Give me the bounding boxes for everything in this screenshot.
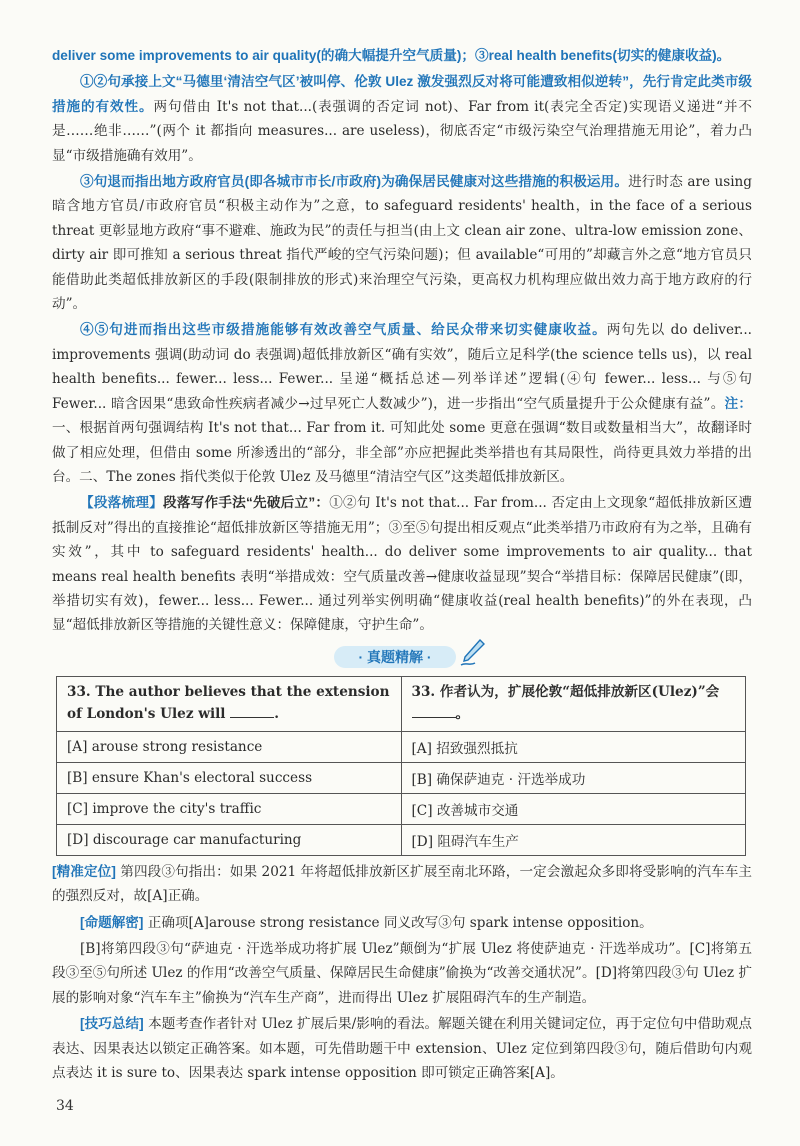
analysis-secret	[52, 911, 752, 935]
section-banner	[52, 644, 752, 670]
skill-text: 本题考查作者针对 Ulez 扩展后果/影响的看法。解题关键在利用关键词定位，再于定位句中借助观点表达、因果表达以锁定正确答案。如本题，可先借助题干中 extension、Ulez 定位到第四段③句，随后借助句内观点表达 it is sure to、因果表达 spark intense opposition 即可锁定正确答案[A]。	[52, 1016, 752, 1081]
para-2-body: 两句借由 It's not that...(表强调的否定词 not)、Far from it(表完全否定)实现语义递进“并不是……绝非……”(两个 it 都指向 measures... are useless)，彻底否定“市级污染空气治理措施无用论”，着力凸显“市级措施确有效用”。	[52, 98, 753, 164]
option-cn: [B] 确保萨迪克 · 汗选举成功	[401, 762, 746, 793]
option-en: [A] arouse strong resistance	[57, 731, 402, 762]
question-stem-en	[57, 676, 402, 731]
question-stem-cn	[401, 676, 746, 731]
stem-en-end: .	[274, 705, 279, 722]
secret-text: 正确项[A]arouse strong resistance 同义改写③句 spark intense opposition。	[143, 914, 653, 931]
para-1-line: deliver some improvements to air quality(的确大幅提升空气质量)；③real health benefits(切实的健康收益)。	[52, 48, 731, 63]
pen-icon	[458, 638, 486, 668]
wrong-options-text: [B]将第四段③句“萨迪克 · 汗选举成功将扩展 Ulez”颠倒为“扩展 Ulez 将使萨迪克 · 汗选举成功”。[C]将第五段③至⑤句所述 Ulez 的作用“改善空气质量、保障居民生命健康”偷换为“改善交通状况”。[D]将第四段③句 Ulez 扩展的影响对象“汽车车主”偷换为“汽车生产商”，进而得出 Ulez 扩展阻碍汽车的生产制造。	[52, 940, 752, 1006]
analysis-wrong-options	[52, 937, 752, 1010]
analysis-skill	[52, 1012, 752, 1085]
option-row	[57, 824, 746, 855]
option-cn: [D] 阻碍汽车生产	[401, 824, 746, 855]
para-3	[52, 170, 752, 316]
answer-blank	[230, 705, 274, 718]
stem-en-text: 33. The author believes that the extension of London's Ulez will	[67, 683, 390, 722]
locate-text: 第四段③句指出：如果 2021 年将超低排放新区扩展至南北环路，一定会激起众多即将受影响的汽车车主的强烈反对，故[A]正确。	[52, 863, 752, 905]
stem-cn-end: 。	[455, 705, 470, 722]
stem-cn-text: 33. 作者认为，扩展伦敦“超低排放新区(Ulez)”会	[411, 683, 720, 700]
para-5-body: ①②句 It's not that... Far from... 否定由上文现象“超低排放新区遭抵制反对”得出的直接推论“超低排放新区等措施无用”；③至⑤句提出相反观点“此类举措乃市政府有为之举，且确有实效”，其中 to safeguard residents' health... do deliver some improvements to air quality... that means real health benefits 表明“举措成效：空气质量改善→健康收益显现”契合“举措目标：保障居民健康”(即，举措切实有效)，fewer... less... Fewer... 通过列举实例明确“健康收益(real health benefits)”的外在表现，凸显“超低排放新区等措施的关键性意义：保障健康，守护生命”。	[52, 495, 753, 634]
option-row	[57, 762, 746, 793]
option-en: [D] discourage car manufacturing	[57, 824, 402, 855]
para-4-body: 两句先以 do deliver... improvements 强调(助动词 do 表强调)超低排放新区“确有实效”，随后立足科学(the science tells us)，以 real health benefits... fewer... less... Fewer... 呈递“概括总述—列举详述”逻辑(④句 fewer... less... 与⑤句 Fewer... 暗含因果“患致命性疾病者减少→过早死亡人数减少”)，进一步指出“空气质量提升于公众健康有益”。	[52, 322, 752, 412]
question-table	[56, 676, 746, 856]
answer-blank-cn	[412, 705, 456, 718]
para-3-body: 进行时态 are using 暗含地方官员/市政府官员“积极主动作为”之意，to safeguard residents' health，in the face of a serious threat 更彰显地方政府“事不避难、施政为民”的责任与担当(由上文 clean air zone、ultra-low emission zone、dirty air 即可推知 a serious threat 指代严峻的空气污染问题)；但 available“可用的”却藏言外之意“地方官员只能借助此类超低排放新区的手段(限制排放的形式)来治理空气污染，更高权力机构理应做出效力高于地方政府的行动”。	[52, 174, 753, 313]
question-stem-row	[57, 676, 746, 731]
page-number: 34	[56, 1098, 74, 1114]
para-2	[52, 70, 752, 168]
option-row	[57, 793, 746, 824]
analysis-locate	[52, 860, 752, 909]
para-5-lead: 段落写作手法“先破后立”：	[163, 495, 330, 511]
option-en: [B] ensure Khan's electoral success	[57, 762, 402, 793]
para-4-note: 一、根据首两句强调结构 It's not that... Far from it. 可知此处 some 更意在强调“数目或数量相当大”，故翻译时做了相应处理，但借由 some 所渗透出的“部分，非全部”亦应把握此类举措也有其局限性，尚待更具效力举措的出台。二、The zones 指代类似于伦敦 Ulez 及马德里“清洁空气区”这类超低排放新区。	[52, 420, 752, 485]
para-4	[52, 318, 752, 489]
para-3-lead: ③句退而指出地方政府官员(即各城市市长/市政府)为确保居民健康对这些措施的积极运用。	[80, 174, 629, 190]
option-cn: [A] 招致强烈抵抗	[401, 731, 746, 762]
para-5	[52, 491, 752, 637]
para-2-lead: ①②句承接上文“马德里‘清洁空气区’被叫停、伦敦 Ulez 激发强烈反对将可能遭致相似逆转”，先行肯定此类市级措施的有效性。	[52, 74, 752, 114]
locate-label: [精准定位]	[52, 863, 116, 879]
para-4-lead: ④⑤句进而指出这些市级措施能够有效改善空气质量、给民众带来切实健康收益。	[80, 322, 607, 338]
para-5-label: 【段落梳理】	[80, 495, 163, 511]
section-banner-label: · 真题精解 ·	[334, 646, 456, 668]
para-1	[52, 44, 752, 68]
content	[52, 44, 752, 1087]
skill-label: [技巧总结]	[80, 1016, 144, 1032]
secret-label: [命题解密]	[80, 914, 144, 930]
para-4-note-label: 注：	[724, 395, 752, 411]
option-cn: [C] 改善城市交通	[401, 793, 746, 824]
option-row	[57, 731, 746, 762]
option-en: [C] improve the city's traffic	[57, 793, 402, 824]
